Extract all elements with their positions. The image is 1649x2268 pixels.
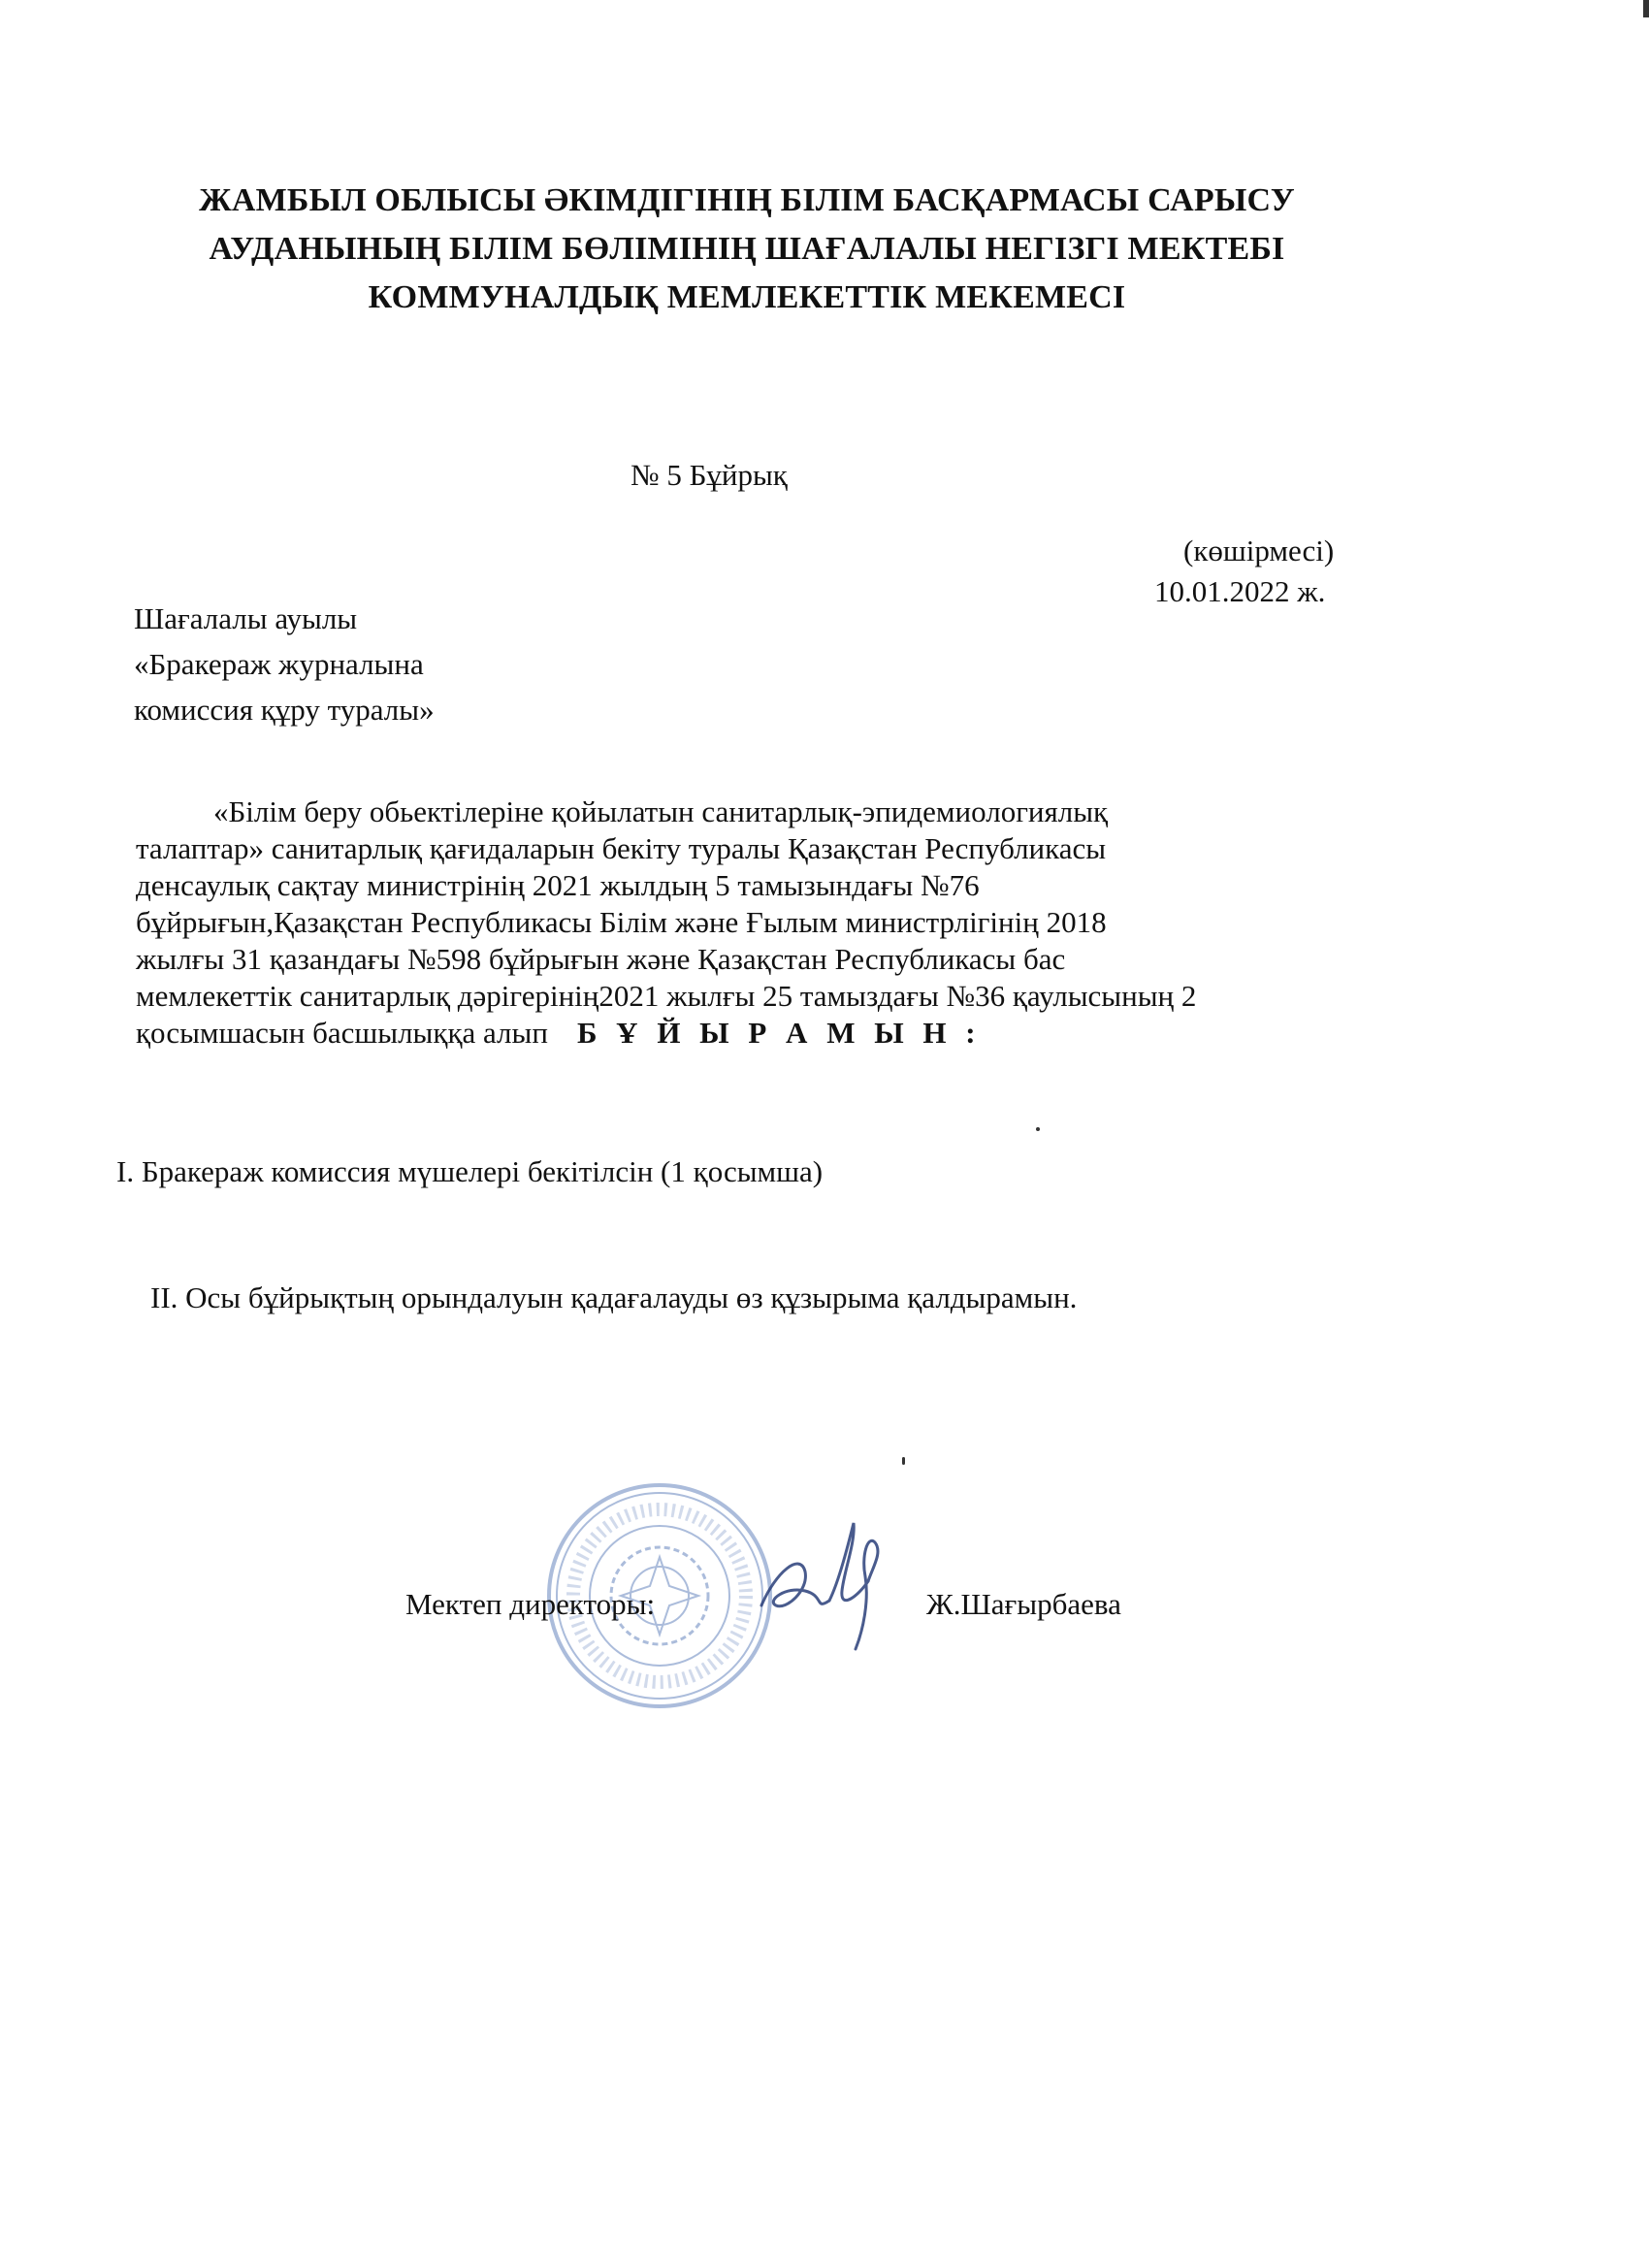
order-date: 10.01.2022 ж. [1154,574,1326,608]
header-line-1: ЖАМБЫЛ ОБЛЫСЫ ӘКІМДІГІНІҢ БІЛІМ БАСҚАРМАСЫ САРЫСУ [199,182,1295,218]
header-line-3: КОММУНАЛДЫҚ МЕМЛЕКЕТТІК МЕКЕМЕСІ [368,279,1126,315]
village-name: Шағалалы ауылы [134,601,358,635]
scan-speck [1036,1127,1040,1131]
order-command: Б Ұ Й Ы Р А М Ы Н : [576,1016,982,1050]
subject-line-2: комиссия құру туралы» [134,693,435,727]
body-line-1: «Білім беру обьектілеріне қойылатын санитарлық-эпидемиологиялық [213,794,1109,828]
body-line-3: денсаулық сақтау министрінің 2021 жылдың 5 тамызындағы №76 [136,868,980,902]
order-number: № 5 Бұйрық [630,458,788,492]
order-body [136,794,1494,1052]
scan-edge-mark [1643,0,1649,17]
body-line-6: мемлекеттік санитарлық дәрігерінің2021 жылғы 25 тамыздағы №36 қаулысының 2 [136,979,1197,1013]
scan-speck [902,1457,905,1465]
body-line-7-row [136,1015,1494,1052]
header-line-2: АУДАНЫНЫҢ БІЛІМ БӨЛІМІНІҢ ШАҒАЛАЛЫ НЕГІЗГІ МЕКТЕБІ [209,231,1285,267]
director-title: Мектеп директоры: [405,1587,656,1621]
place-and-subject [134,596,435,732]
body-line-2: талаптар» санитарлық қағидаларын бекіту туралы Қазақстан Республикасы [136,831,1107,865]
body-line-4: бұйрығын,Қазақстан Республикасы Білім және Ғылым министрлігінің 2018 [136,905,1107,939]
order-item-2: II. Осы бұйрықтың орындалуын қадағалауды өз құзырыма қалдырамын. [150,1280,1078,1314]
document-header [116,177,1377,322]
copy-mark: (көшірмесі) [1183,534,1335,567]
body-line-7: қосымшасын басшылыққа алып [136,1016,548,1050]
order-item-1: I. Бракераж комиссия мүшелері бекітілсін (1 қосымша) [116,1154,824,1188]
handwritten-signature [747,1513,902,1659]
subject-line-1: «Бракераж журналына [134,647,424,681]
director-name: Ж.Шағырбаева [926,1587,1121,1621]
body-line-5: жылғы 31 қазандағы №598 бұйрығын және Қазақстан Республикасы бас [136,942,1066,976]
